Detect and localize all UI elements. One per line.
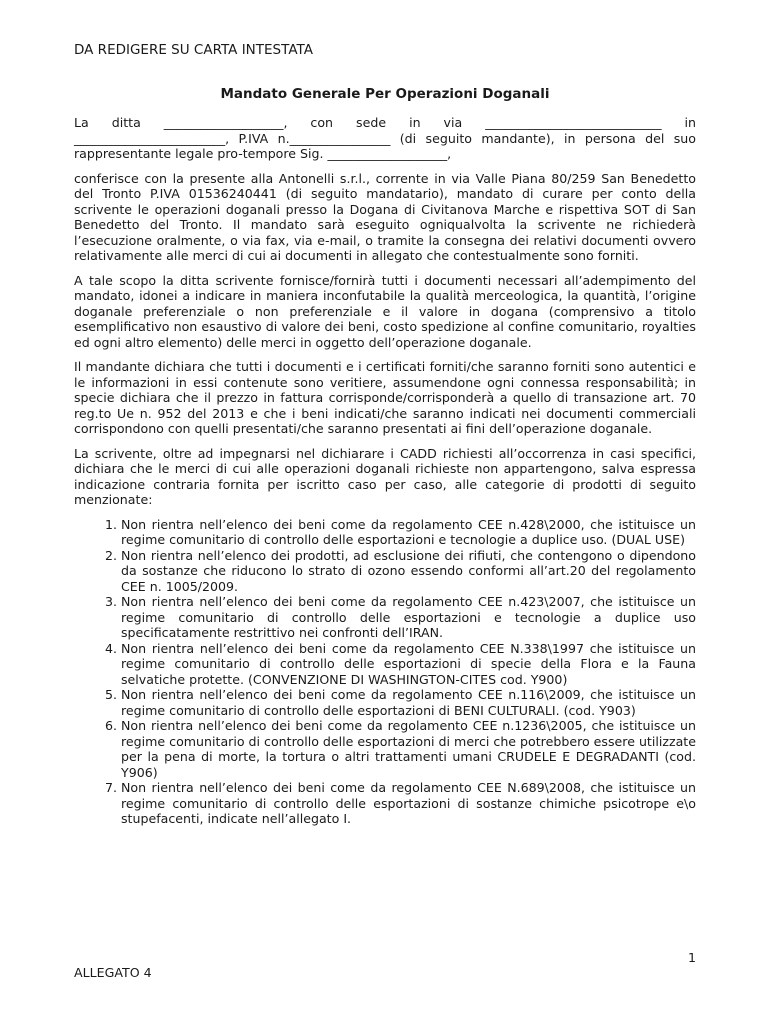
list-item: 5. Non rientra nell’elenco dei beni come da regolamento CEE n.116\2009, che istituisce un regime comunitario di controllo delle esportazioni di BENI CULTURALI. (cod. Y903) [121, 687, 696, 718]
paragraph-conferimento: conferisce con la presente alla Antonelli s.r.l., corrente in via Valle Piana 80/259 San Benedetto del Tronto P.IVA 01536240441 (di seguito mandatario), mandato di curare per conto della scrivente le operazioni doganali presso la Dogana di Civitanova Marche e rispettiva SOT di San Benedetto del Tronto. Il mandato sarà eseguito ogniqualvolta la scrivente ne richiederà l’esecuzione oralmente, o via fax, via e-mail, o tramite la consegna dei relativi documenti ovvero relativamente alle merci di cui ai documenti in allegato che contestualmente sono forniti. [74, 170, 696, 263]
paragraph-documenti: A tale scopo la ditta scrivente fornisce/fornirà tutti i documenti necessari all’adempimento del mandato, idonei a indicare in maniera inconfutabile la qualità merceologica, la quantità, l’origine doganale preferenziale o non preferenziale e il valore in dogana (comprensivo a titolo esemplificativo non esaustivo di valore dei beni, costo spedizione al confine comunitario, royalties ed ogni altro elemento) delle merci in oggetto dell’operazione doganale. [74, 272, 696, 350]
list-item: 1. Non rientra nell’elenco dei beni come da regolamento CEE n.428\2000, che istituisce un regime comunitario di controllo delle esportazioni e tecnologie a duplice uso. (DUAL USE) [121, 517, 696, 548]
list-item: 4. Non rientra nell’elenco dei beni come da regolamento CEE N.338\1997 che istituisce un regime comunitario di controllo delle esportazioni di specie della Flora e la Fauna selvatiche protette. (CONVENZIONE DI WASHINGTON-CITES cod. Y900) [121, 641, 696, 688]
list-item: 7. Non rientra nell’elenco dei beni come da regolamento CEE N.689\2008, che istituisce un regime comunitario di controllo delle esportazioni di sostanze chimiche psicotrope e\o stupefacenti, indicate nell’allegato I. [121, 780, 696, 827]
exclusion-list [74, 517, 696, 827]
paragraph-dichiarazione: Il mandante dichiara che tutti i documenti e i certificati forniti/che saranno forniti sono autentici e le informazioni in essi contenute sono veritiere, assumendone ogni connessa responsabilità; in specie dichiara che il prezzo in fattura corrisponde/corrisponderà a quello di transazione art. 70 reg.to Ue n. 952 del 2013 e che i beni indicati/che saranno indicati nei documenti commerciali corrispondono con quelli presentati/che saranno presentati ai fini dell’operazione doganale. [74, 359, 696, 436]
list-item: 2. Non rientra nell’elenco dei prodotti, ad esclusione dei rifiuti, che contengono o dipendono da sostanze che riducono lo strato di ozono essendo conformi all’art.20 del regolamento CEE n. 1005/2009. [121, 548, 696, 595]
paragraph-categorie: La scrivente, oltre ad impegnarsi nel dichiarare i CADD richiesti all’occorrenza in casi specifici, dichiara che le merci di cui alle operazioni doganali richieste non appartengono, salva espressa indicazione contraria fornita per iscritto caso per caso, alle categorie di prodotti di seguito menzionate: [74, 445, 696, 507]
page-number: 1 [687, 950, 696, 965]
paragraph-mandante: La ditta ___________________, con sede in via ____________________________ in ________________________, P.IVA n.________________ (di seguito mandante), in persona del suo rappresentante legale pro-tempore Sig. ___________________, [74, 115, 696, 161]
list-item: 3. Non rientra nell’elenco dei beni come da regolamento CEE n.423\2007, che istituisce un regime comunitario di controllo delle esportazioni e tecnologie a duplice uso specificatamente restrittivo nei confronti dell’IRAN. [121, 594, 696, 641]
document-title: Mandato Generale Per Operazioni Doganali [220, 86, 550, 102]
list-item: 6. Non rientra nell’elenco dei beni come da regolamento CEE n.1236\2005, che istituisce un regime comunitario di controllo delle esportazioni di merci che potrebbero essere utilizzate per la pena di morte, la tortura o altri trattamenti umani CRUDELE E DEGRADANTI (cod. Y906) [121, 718, 696, 780]
document-header-note: DA REDIGERE SU CARTA INTESTATA [74, 42, 313, 58]
footer-attachment-label: ALLEGATO 4 [74, 965, 152, 980]
document-body [74, 115, 696, 827]
